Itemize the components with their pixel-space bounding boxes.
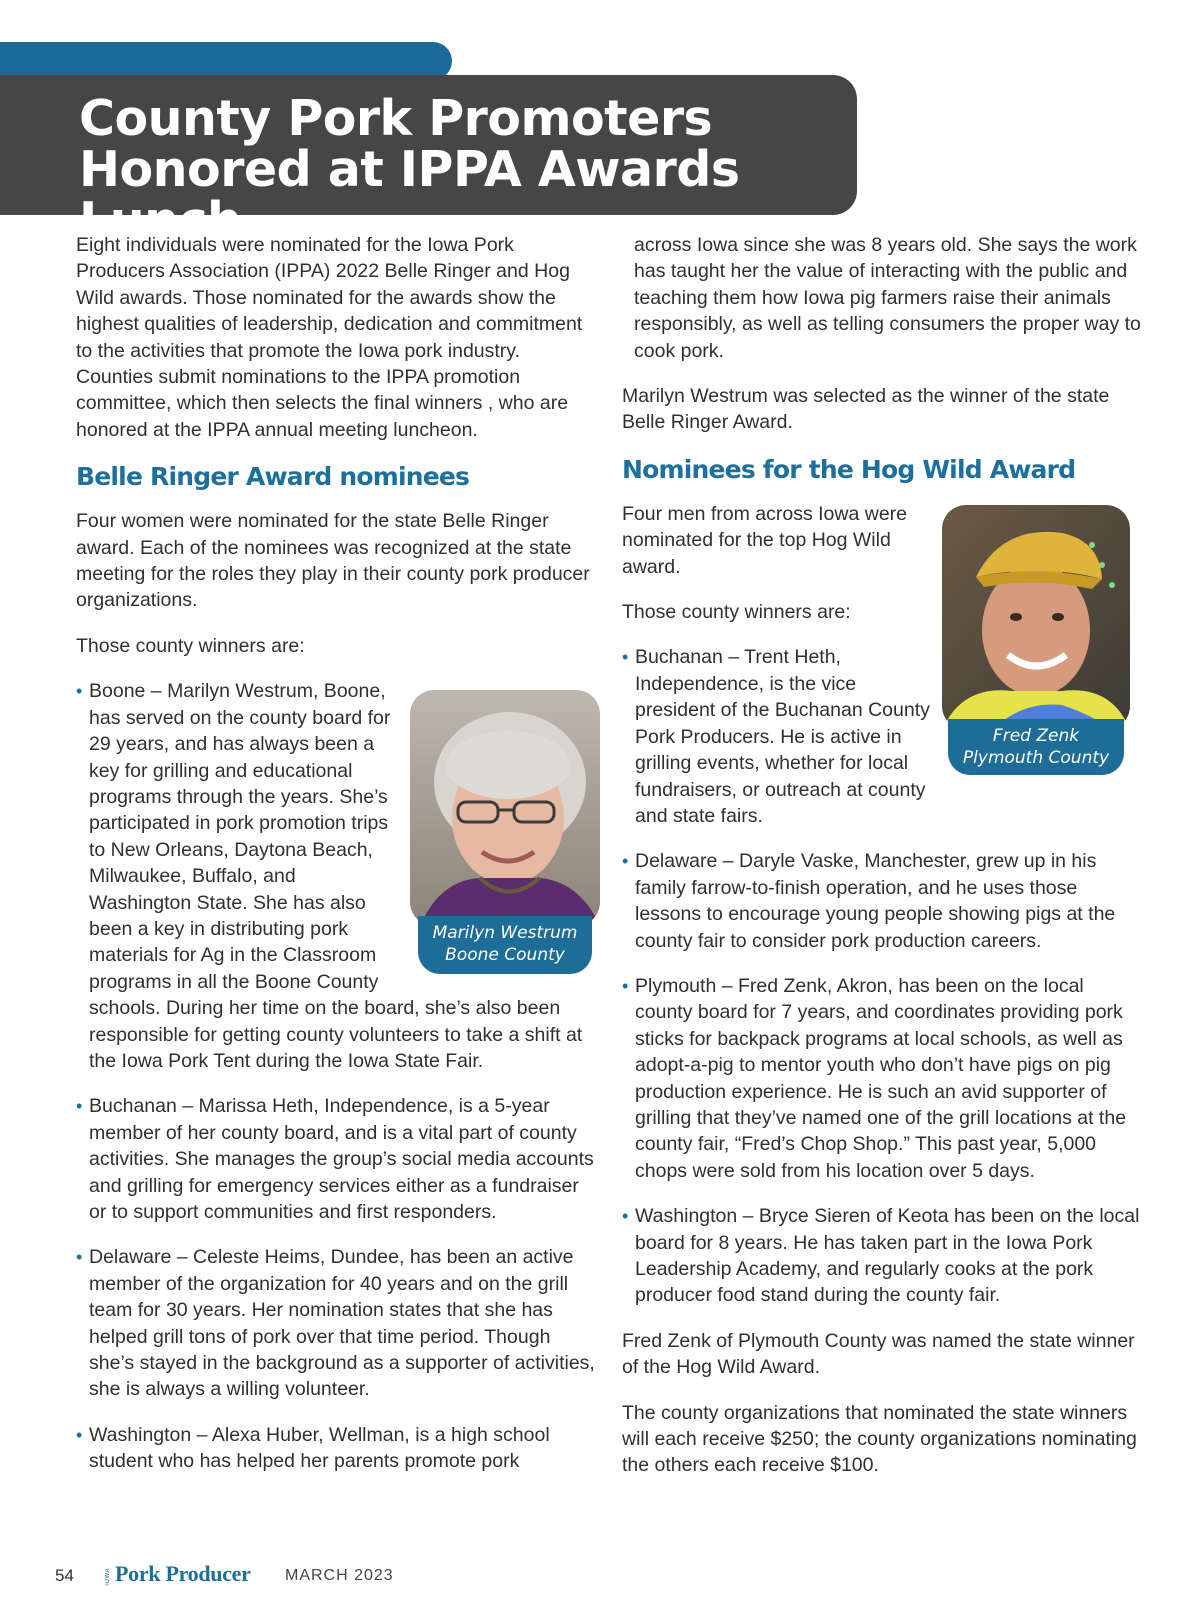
- right-column: [622, 232, 1142, 1498]
- bullet-icon: •: [76, 1096, 83, 1117]
- belle-ringer-heading: Belle Ringer Award nominees: [76, 462, 470, 492]
- bullet-icon: •: [622, 647, 629, 668]
- list-item: • Delaware – Daryle Vaske, Manchester, grew up in his family farrow-to-finish operation, and he uses those lessons to encourage young people showing pigs at the county fair to consider pork production careers.: [622, 850, 1116, 952]
- photo-caption: Fred Zenk Plymouth County: [948, 719, 1124, 775]
- portrait-photo: [942, 505, 1130, 730]
- bullet-icon: •: [622, 851, 629, 872]
- intro-paragraph: Eight individuals were nominated for the Iowa Pork Producers Association (IPPA) 2022 Belle Ringer and Hog Wild awards. Those nominated for the awards show the highest qualities of leadership, dedication and commitment to the activities that promote the Iowa pork industry. Counties submit nominations to the IPPA promotion committee, which then selects the final winners , who are honored at the IPPA annual meeting luncheon.: [76, 234, 583, 441]
- magazine-logo-prefix: IOWA: [105, 1568, 111, 1586]
- list-item: • Boone – Marilyn Westrum, Boone, has served on the county board for 29 years, and has always been a key for grilling and educational programs through the years. She’s participated in pork promotion trips to New Orleans, Daytona Beach, Milwaukee, Buffalo, and Washington State. She has also been a key in distributing pork materials for Ag in the Classroom programs in all the Boone County schools. During her time on the board, she’s also been responsible for getting county volunteers to take a shift at the Iowa Pork Tent during the Iowa State Fair.: [76, 680, 583, 1072]
- bullet-icon: •: [622, 1206, 629, 1227]
- continued-paragraph: across Iowa since she was 8 years old. She says the work has taught her the value of interacting with the public and teaching them how Iowa pig farmers raise their animals responsibly, as well as telling consumers the proper way to cook pork.: [634, 234, 1141, 362]
- hog-wild-winner: Fred Zenk of Plymouth County was named the state winner of the Hog Wild Award.: [622, 1329, 1135, 1379]
- issue-date: MARCH 2023: [285, 1567, 394, 1584]
- photo-caption: Marilyn Westrum Boone County: [418, 916, 592, 974]
- county-winners-label: Those county winners are:: [76, 634, 305, 657]
- list-item: • Washington – Bryce Sieren of Keota has been on the local board for 8 years. He has taken part in the Iowa Pork Leadership Academy, and regularly cooks at the pork producer food stand during the county fair.: [622, 1205, 1140, 1307]
- magazine-logo: Pork Producer: [115, 1561, 251, 1586]
- bullet-icon: •: [76, 1247, 83, 1268]
- county-winners-label: Those county winners are:: [622, 601, 851, 624]
- hog-wild-intro: Four men from across Iowa were nominated for the top Hog Wild award.: [622, 502, 908, 578]
- list-item: • Plymouth – Fred Zenk, Akron, has been on the local county board for 7 years, and coordinates providing pork sticks for backpack programs at local schools, as well as adopt-a-pig to mentor youth who don’t have pigs on pig production experience. He is such an avid supporter of grilling that they’ve named one of the grill locations at the county fair, “Fred’s Chop Shop.” This past year, 5,000 chops were sold from his location over 5 days.: [622, 974, 1127, 1182]
- belle-ringer-winner: Marilyn Westrum was selected as the winner of the state Belle Ringer Award.: [622, 385, 1110, 434]
- portrait-photo: [410, 690, 600, 926]
- photo-fred-zenk: [942, 505, 1130, 795]
- article-title: County Pork Promoters Honored at IPPA Awards Lunch: [79, 90, 740, 249]
- list-item: • Washington – Alexa Huber, Wellman, is a high school student who has helped her parents promote pork: [76, 1423, 550, 1473]
- list-item: • Delaware – Celeste Heims, Dundee, has been an active member of the organization for 40 years and on the grill team for 30 years. Her nomination states that she has helped grill tons of pork over that time period. Though she’s stayed in the background as a supporter of activities, she is always a willing volunteer.: [76, 1246, 595, 1401]
- list-item: • Buchanan – Trent Heth, Independence, is the vice president of the Buchanan County Pork Producers. He is active in grilling events, whether for local fundraisers, or outreach at county and state fairs.: [622, 646, 930, 827]
- page-number: 54: [55, 1566, 74, 1585]
- closing-paragraph: The county organizations that nominated the state winners will each receive $250; the county organizations nominating the others each receive $100.: [622, 1401, 1137, 1477]
- belle-ringer-intro: Four women were nominated for the state Belle Ringer award. Each of the nominees was recognized at the state meeting for the roles they play in their county pork producer organizations.: [76, 510, 590, 612]
- hog-wild-heading: Nominees for the Hog Wild Award: [622, 454, 1076, 484]
- list-item: • Buchanan – Marissa Heth, Independence, is a 5-year member of her county board, and is a vital part of county activities. She manages the group’s social media accounts and grilling for emergency services either as a fundraiser or to support communities and first responders.: [76, 1095, 594, 1223]
- bullet-icon: •: [622, 975, 629, 996]
- photo-marilyn-westrum: [410, 690, 600, 990]
- bullet-icon: •: [76, 1424, 83, 1445]
- bullet-icon: •: [76, 681, 83, 702]
